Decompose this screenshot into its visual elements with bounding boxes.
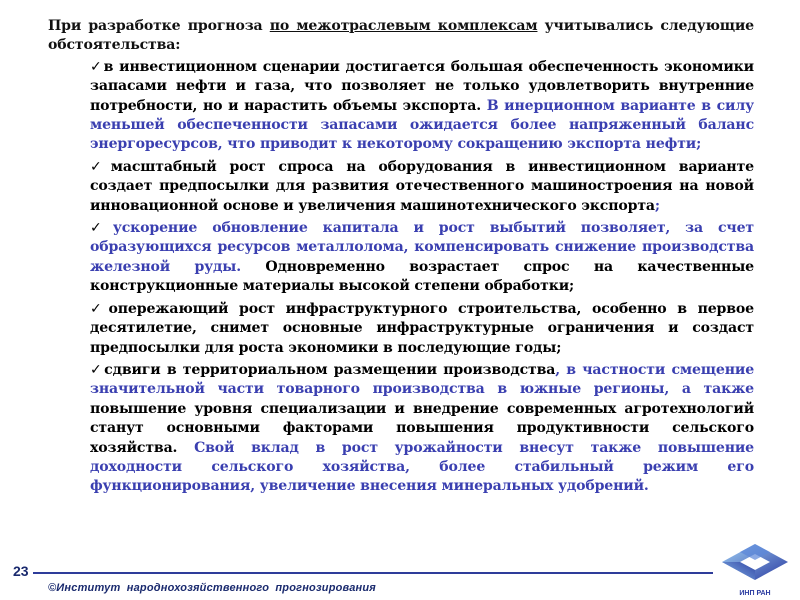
intro-underlined-term: по межотраслевым комплексам (269, 18, 538, 34)
bullet-list (48, 58, 754, 497)
bullet-text-segment: , в частности смещение значительной части товарного производства в южные регионы, а также (90, 361, 755, 398)
logo-caption: ИНП РАН (739, 590, 771, 597)
bullet-item (90, 58, 754, 155)
intro-paragraph (48, 17, 754, 56)
inp-ran-logo-icon (712, 540, 798, 598)
bullet-text-segment: повышение уровня специализации и внедрение современных агротехнологий станут основными факторами повышения продуктивности сельского хозяйства. (90, 400, 754, 456)
bullet-item (90, 361, 754, 497)
slide-body (48, 17, 754, 500)
checkmark-icon: ✓ (90, 220, 112, 237)
page-number: 23 (13, 563, 29, 579)
checkmark-icon: ✓ (90, 158, 110, 175)
bullet-text-segment: Свой вклад в рост урожайности внесут также повышение доходности сельского хозяйства, более стабильный режим его функционирования, увеличение внесения минеральных удобрений. (90, 439, 754, 495)
bullet-text-segment: опережающий рост инфраструктурного строительства, особенно в первое десятилетие, снимет основные инфраструктурные ограничения и создаст предпосылки для роста экономики в последующие годы; (90, 300, 754, 356)
intro-text-end: учитывались следующие обстоятельства: (48, 18, 754, 54)
checkmark-icon: ✓ (90, 300, 108, 317)
footer-divider (33, 572, 713, 574)
bullet-item (90, 158, 754, 216)
bullet-text-segment: масштабный рост спроса на оборудования в инвестиционном варианте создает предпосылки для развития отечественного машиностроения на новой инновационной основе и увеличения машинотехнического экспорта (90, 158, 754, 214)
footer-copyright: ©Институт народнохозяйственного прогнозирования (48, 582, 376, 594)
bullet-text-segment: ускорение обновление капитала и рост выбытий позволяет, за счет образующихся ресурсов металлолома, компенсировать снижение производства железной руды. (90, 220, 754, 275)
bullet-text-segment: В инерционном варианте в силу меньшей обеспеченности запасами ожидается более напряженный баланс энергоресурсов, что приводит к некоторому сокращению экспорта нефти; (90, 97, 754, 153)
checkmark-icon: ✓ (90, 361, 104, 378)
bullet-item (90, 300, 754, 358)
bullet-text-segment: в инвестиционном сценарии достигается большая обеспеченность экономики запасами нефти и газа, что позволяет не только удовлетворить внутренние потребности, но и нарастить объемы экспорта. (90, 58, 754, 114)
bullet-text-segment: Одновременно возрастает спрос на качественные конструкционные материалы высокой степени обработки; (90, 258, 754, 295)
checkmark-icon: ✓ (90, 58, 103, 75)
bullet-text-segment: сдвиги в территориальном размещении производства (104, 361, 556, 378)
bullet-item (90, 219, 754, 297)
bullet-text-segment: ; (654, 197, 660, 214)
intro-text-start: При разработке прогноза (48, 18, 270, 34)
